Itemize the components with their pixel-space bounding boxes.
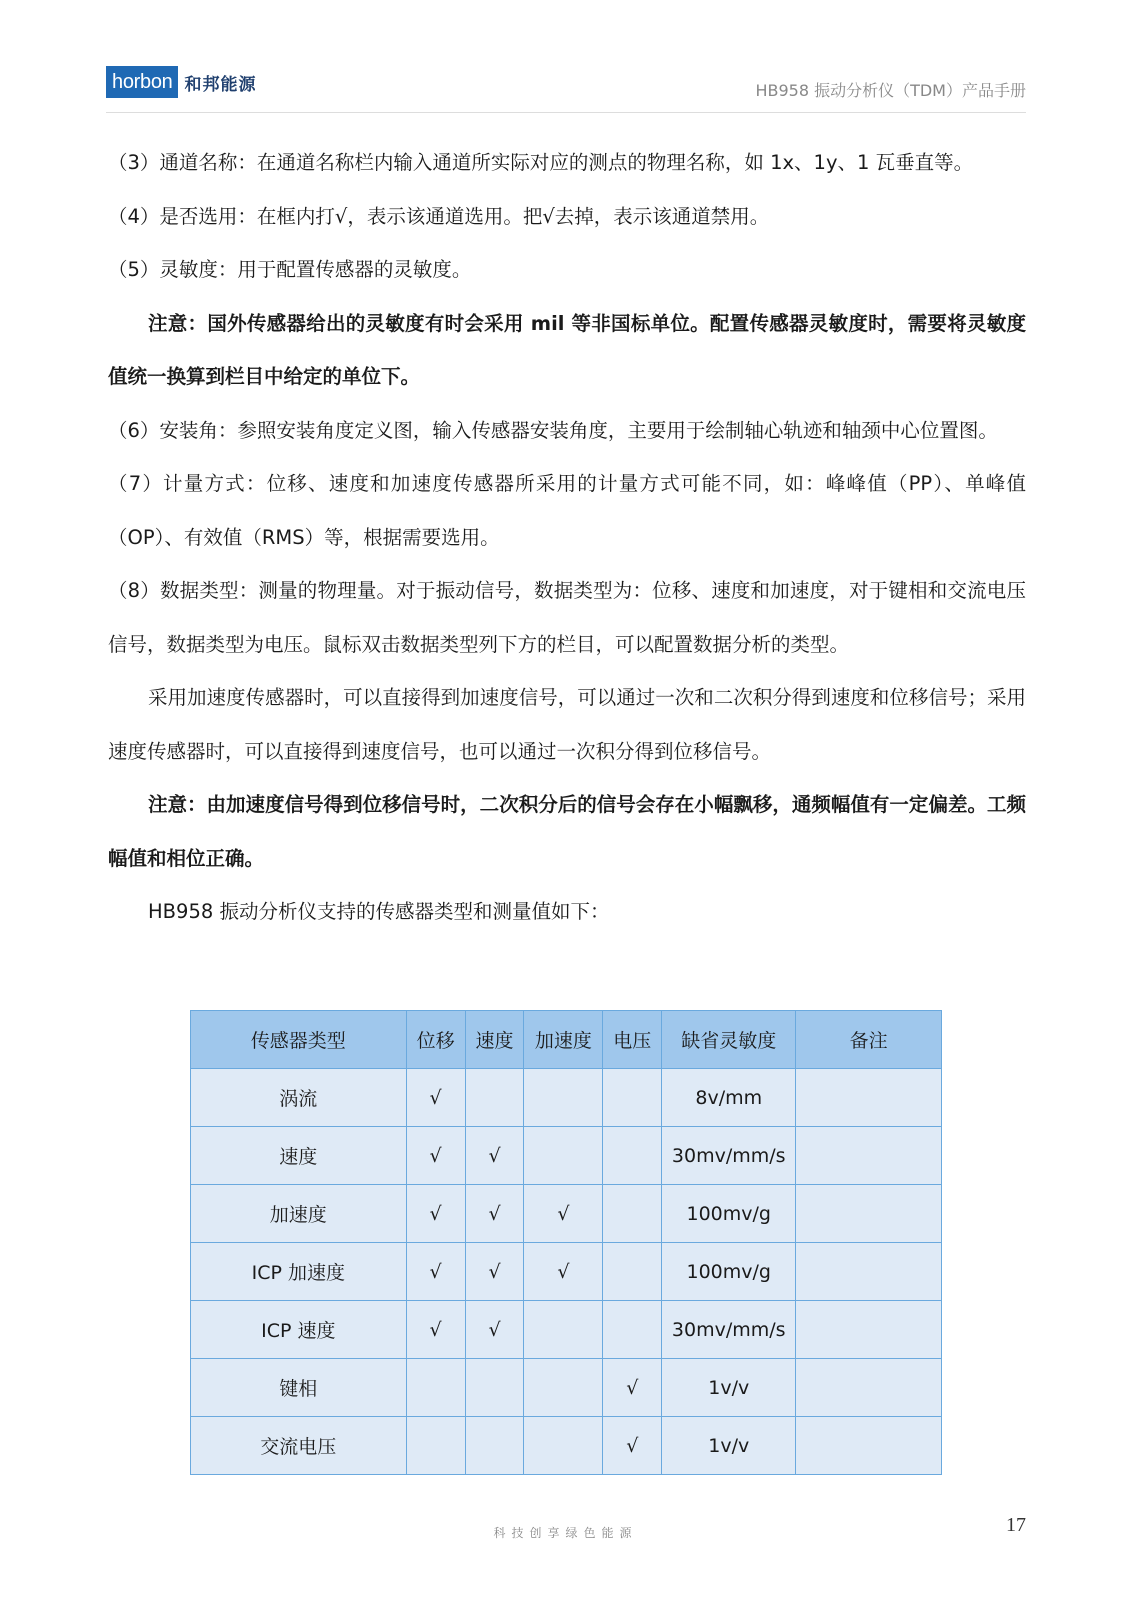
table-row: [191, 1417, 942, 1475]
cell-acceleration: [524, 1069, 603, 1127]
logo-cn-text: 和邦能源: [184, 74, 257, 95]
cell-remarks: [796, 1127, 942, 1185]
cell-remarks: [796, 1359, 942, 1417]
table-row: [191, 1359, 942, 1417]
cell-velocity: [465, 1069, 524, 1127]
cell-sensor-type: ICP 速度: [191, 1301, 407, 1359]
cell-remarks: [796, 1243, 942, 1301]
cell-sensor-type: ICP 加速度: [191, 1243, 407, 1301]
table-row: [191, 1185, 942, 1243]
cell-velocity: √: [465, 1301, 524, 1359]
cell-acceleration: [524, 1301, 603, 1359]
cell-default-sensitivity: 8v/mm: [662, 1069, 796, 1127]
cell-sensor-type: 加速度: [191, 1185, 407, 1243]
paragraph-sensitivity: （5）灵敏度：用于配置传感器的灵敏度。: [108, 258, 472, 281]
paragraph-data-type: （8）数据类型：测量的物理量。对于振动信号，数据类型为：位移、速度和加速度，对于键相和交流电压信号，数据类型为电压。鼠标双击数据类型列下方的栏目，可以配置数据分析的类型。: [108, 579, 1026, 656]
cell-remarks: [796, 1417, 942, 1475]
cell-displacement: √: [406, 1243, 465, 1301]
cell-acceleration: [524, 1417, 603, 1475]
cell-displacement: √: [406, 1069, 465, 1127]
header-acceleration: 加速度: [524, 1011, 603, 1069]
paragraph-integration: 采用加速度传感器时，可以直接得到加速度信号，可以通过一次和二次积分得到速度和位移信号；采用速度传感器时，可以直接得到速度信号，也可以通过一次积分得到位移信号。: [108, 686, 1026, 763]
table-row: [191, 1127, 942, 1185]
cell-voltage: [603, 1185, 662, 1243]
header-displacement: 位移: [406, 1011, 465, 1069]
header-default-sensitivity: 缺省灵敏度: [662, 1011, 796, 1069]
cell-velocity: √: [465, 1127, 524, 1185]
cell-displacement: [406, 1417, 465, 1475]
cell-voltage: [603, 1301, 662, 1359]
table-row: [191, 1301, 942, 1359]
cell-default-sensitivity: 1v/v: [662, 1417, 796, 1475]
header-voltage: 电压: [603, 1011, 662, 1069]
cell-displacement: √: [406, 1301, 465, 1359]
cell-displacement: [406, 1359, 465, 1417]
header-sensor-type: 传感器类型: [191, 1011, 407, 1069]
horbon-logo: [106, 66, 256, 98]
paragraph-measure-mode: （7）计量方式：位移、速度和加速度传感器所采用的计量方式可能不同，如：峰峰值（PP）、单峰值（OP）、有效值（RMS）等，根据需要选用。: [108, 472, 1026, 549]
cell-voltage: [603, 1069, 662, 1127]
document-title: HB958 振动分析仪（TDM）产品手册: [755, 81, 1026, 100]
cell-default-sensitivity: 30mv/mm/s: [662, 1127, 796, 1185]
table-row: [191, 1243, 942, 1301]
cell-default-sensitivity: 100mv/g: [662, 1185, 796, 1243]
header-velocity: 速度: [465, 1011, 524, 1069]
table-header-row: [191, 1011, 942, 1069]
cell-sensor-type: 速度: [191, 1127, 407, 1185]
cell-velocity: √: [465, 1243, 524, 1301]
cell-sensor-type: 键相: [191, 1359, 407, 1417]
cell-voltage: √: [603, 1417, 662, 1475]
page-content: [108, 136, 1026, 939]
cell-voltage: [603, 1243, 662, 1301]
cell-remarks: [796, 1301, 942, 1359]
note-sensitivity-units: 注意：国外传感器给出的灵敏度有时会采用 mil 等非国标单位。配置传感器灵敏度时，需要将灵敏度值统一换算到栏目中给定的单位下。: [108, 311, 1026, 388]
note-integration-drift: 注意：由加速度信号得到位移信号时，二次积分后的信号会存在小幅飘移，通频幅值有一定偏差。工频幅值和相位正确。: [108, 793, 1026, 870]
table-row: [191, 1069, 942, 1127]
cell-sensor-type: 涡流: [191, 1069, 407, 1127]
cell-voltage: [603, 1127, 662, 1185]
cell-displacement: √: [406, 1185, 465, 1243]
cell-default-sensitivity: 100mv/g: [662, 1243, 796, 1301]
paragraph-channel-name: （3）通道名称：在通道名称栏内输入通道所实际对应的测点的物理名称，如 1x、1y、1 瓦垂直等。: [108, 151, 974, 174]
cell-remarks: [796, 1069, 942, 1127]
cell-acceleration: √: [524, 1243, 603, 1301]
cell-sensor-type: 交流电压: [191, 1417, 407, 1475]
header-remarks: 备注: [796, 1011, 942, 1069]
cell-velocity: √: [465, 1185, 524, 1243]
cell-velocity: [465, 1417, 524, 1475]
paragraph-install-angle: （6）安装角：参照安装角度定义图，输入传感器安装角度，主要用于绘制轴心轨迹和轴颈中心位置图。: [108, 418, 998, 442]
paragraph-channel-select: （4）是否选用：在框内打√，表示该通道选用。把√去掉，表示该通道禁用。: [108, 204, 770, 228]
cell-acceleration: [524, 1127, 603, 1185]
cell-velocity: [465, 1359, 524, 1417]
page-header: [106, 66, 1026, 106]
header-divider: [106, 112, 1026, 113]
cell-acceleration: √: [524, 1185, 603, 1243]
table-intro: HB958 振动分析仪支持的传感器类型和测量值如下：: [148, 900, 610, 923]
cell-default-sensitivity: 30mv/mm/s: [662, 1301, 796, 1359]
logo-text: horbon: [106, 66, 178, 98]
cell-default-sensitivity: 1v/v: [662, 1359, 796, 1417]
cell-voltage: √: [603, 1359, 662, 1417]
page-number: 17: [1006, 1514, 1026, 1536]
cell-remarks: [796, 1185, 942, 1243]
sensor-types-table: [190, 1010, 942, 1475]
cell-displacement: √: [406, 1127, 465, 1185]
cell-acceleration: [524, 1359, 603, 1417]
footer-slogan: 科技创享绿色能源: [493, 1526, 638, 1540]
